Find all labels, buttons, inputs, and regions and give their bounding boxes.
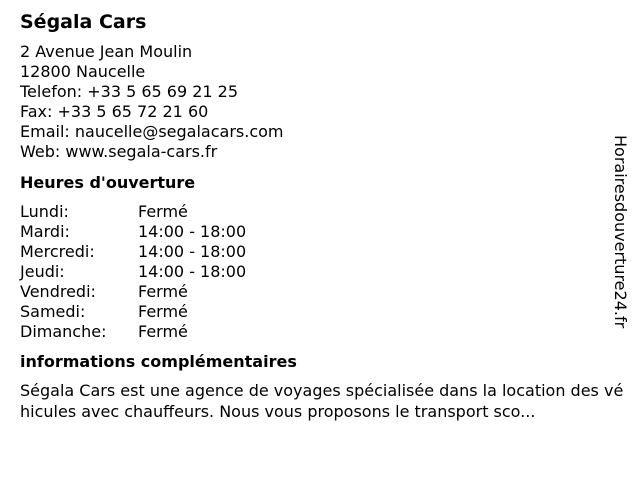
hours-row-monday: [20, 202, 626, 222]
address-line2: 12800 Naucelle: [20, 62, 146, 81]
hours-time: 14:00 - 18:00: [138, 242, 247, 261]
hours-time: Fermé: [138, 322, 188, 341]
info-heading: informations complémentaires: [20, 352, 297, 371]
hours-day: Vendredi:: [20, 282, 96, 301]
hours-row-friday: [20, 282, 626, 302]
hours-row-sunday: [20, 322, 626, 342]
hours-day: Dimanche:: [20, 322, 107, 341]
hours-day: Mardi:: [20, 222, 70, 241]
hours-time: Fermé: [138, 282, 188, 301]
business-name: Ségala Cars: [20, 11, 147, 33]
hours-time: Fermé: [138, 302, 188, 321]
hours-row-tuesday: [20, 222, 626, 242]
hours-heading: Heures d'ouverture: [20, 173, 196, 192]
hours-row-wednesday: [20, 242, 626, 262]
hours-time: 14:00 - 18:00: [138, 222, 247, 241]
hours-row-thursday: [20, 262, 626, 282]
business-card: [20, 10, 630, 422]
hours-day: Samedi:: [20, 302, 86, 321]
business-description: Ségala Cars est une agence de voyages spécialisée dans la location des véhicules avec chauffeurs. Nous vous proposons le transport sco...: [20, 381, 624, 421]
hours-day: Jeudi:: [20, 262, 65, 281]
fax-number: Fax: +33 5 65 72 21 60: [20, 102, 209, 121]
website-address: Web: www.segala-cars.fr: [20, 142, 218, 161]
side-brand-watermark: Horairesdouverture24.fr: [611, 135, 630, 329]
hours-row-saturday: [20, 302, 626, 322]
hours-day: Mercredi:: [20, 242, 95, 261]
address-line1: 2 Avenue Jean Moulin: [20, 42, 193, 61]
hours-day: Lundi:: [20, 202, 69, 221]
hours-time: Fermé: [138, 202, 188, 221]
hours-time: 14:00 - 18:00: [138, 262, 247, 281]
hours-table: [20, 202, 626, 342]
phone-number: Telefon: +33 5 65 69 21 25: [20, 82, 239, 101]
email-address: Email: naucelle@segalacars.com: [20, 122, 284, 141]
